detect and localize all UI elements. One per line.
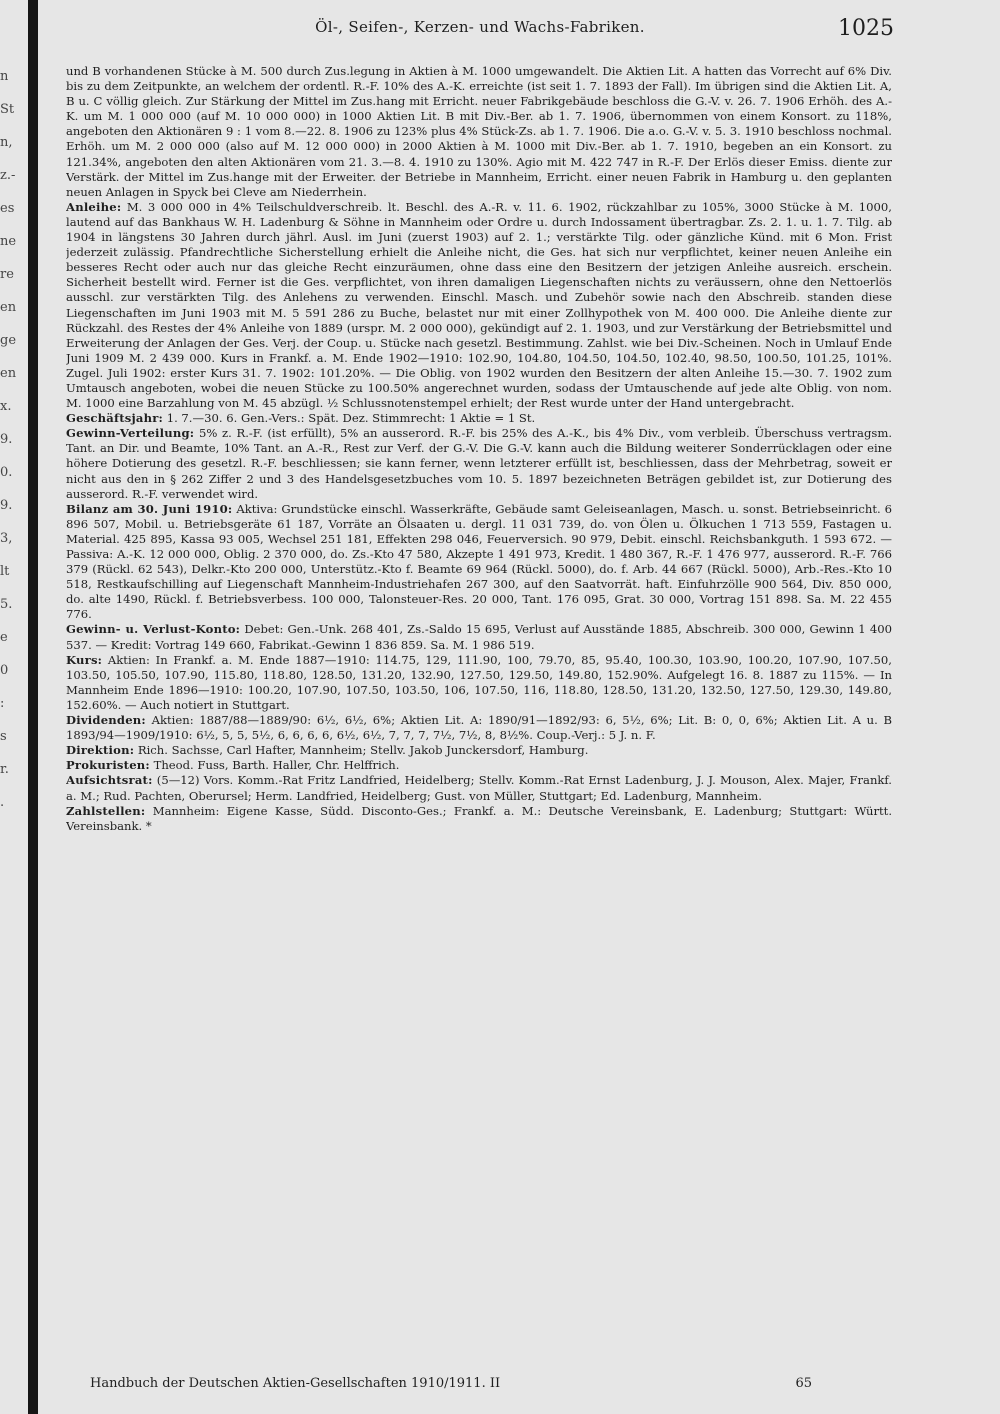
- margin-fragment: s: [0, 729, 7, 744]
- paragraph-text: 5% z. R.-F. (ist erfüllt), 5% an ausserord. R.-F. bis 25% des A.-K., bis 4% Div., vom verbleib. Überschuss vertragsm. Tant. an Dir. und Beamte, 10% Tant. an A.-R., Rest zur Verf. der G.-V. Die G.-V. kann auch die Bildung weiterer Sonderrücklagen oder eine höhere Dotierung des gesetzl. R.-F. beschliessen; sie kann ferner, wenn letzterer erfüllt ist, beschliessen, dass der Mehrbetrag, soweit er nicht aus den in § 262 Ziffer 2 und 3 des Handelsgesetzbuches vom 10. 5. 1897 bezeichneten Beträgen gebildet ist, zur Dotierung des ausserord. R.-F. verwendet wird.: [66, 426, 892, 501]
- margin-fragment: en: [0, 300, 17, 315]
- paragraph-text: M. 3 000 000 in 4% Teilschuldverschreib. lt. Beschl. des A.-R. v. 11. 6. 1902, rückzahlbar zu 105%, 3000 Stücke à M. 1000, lautend auf das Bankhaus W. H. Ladenburg & Söhne in Mannheim oder Ordre u. durch Indossament übertragbar. Zs. 2. 1. u. 1. 7. Tilg. ab 1904 in längstens 30 Jahren durch jährl. Ausl. im Juni (zuerst 1903) auf 2. 1.; verstärkte Tilg. oder gänzliche Künd. mit 6 Mon. Frist jederzeit zulässig. Pfandrechtliche Sicherstellung erhielt die Anleihe nicht, die Ges. hat sich nur verpflichtet, keiner neuen Anleihe ein besseres Recht oder auch nur das gleiche Recht einzuräumen, ohne dass eine den Besitzern der jetzigen Anleihe ausreich. erschein. Sicherheit bestellt wird. Ferner ist die Ges. verpflichtet, von ihren damaligen Liegenschaften nichts zu veräussern, ohne den Nettoerlös ausschl. zur verstärkten Tilg. des Anlehens zu verwenden. Einschl. Masch. und Zubehör sowie nach den Abschreib. standen diese Liegenschaften im Juni 1903 mit M. 5 591 286 zu Buche, belastet nur mit einer Zollhypothek von M. 400 000. Die Anleihe diente zur Rückzahl. des Restes der 4% Anleihe von 1889 (urspr. M. 2 000 000), gekündigt auf 2. 1. 1903, und zur Verstärkung der Betriebsmittel und Erweiterung der Anlagen der Ges. Verj. der Coup. u. Stücke nach gesetzl. Bestimmung. Zahlst. wie bei Div.-Scheinen. Noch in Umlauf Ende Juni 1909 M. 2 439 000. Kurs in Frankf. a. M. Ende 1902—1910: 102.90, 104.80, 104.50, 104.50, 102.40, 98.50, 100.50, 101.25, 101%. Zugel. Juli 1902: erster Kurs 31. 7. 1902: 101.20%. — Die Oblig. von 1902 wurden den Besitzern der alten Anleihe 15.—30. 7. 1902 zum Umtausch angeboten, wobei die neuen Stücke zu 100.50% angerechnet wurden, sodass der Umtauschende auf jede alte Oblig. von nom. M. 1000 eine Barzahlung von M. 45 abzügl. ½ Schlussnotenstempel erhielt; der Rest wurde unter der Hand untergebracht.: [66, 199, 892, 411]
- margin-fragment: .: [0, 795, 5, 810]
- paragraph: [66, 653, 892, 713]
- paragraph-label: Gewinn-Verteilung:: [66, 426, 195, 441]
- margin-fragment: 9.: [0, 432, 13, 447]
- paragraph-text: (5—12) Vors. Komm.-Rat Fritz Landfried, Heidelberg; Stellv. Komm.-Rat Ernst Ladenburg, J. J. Mouson, Alex. Majer, Frankf. a. M.; Rud. Pachten, Oberursel; Herm. Landfried, Heidelberg; Gust. von Müller, Stuttgart; Ed. Ladenburg, Mannheim.: [66, 773, 892, 803]
- paragraph: [66, 622, 892, 652]
- paragraph-text: Debet: Gen.-Unk. 268 401, Zs.-Saldo 15 695, Verlust auf Ausstände 1885, Abschreib. 300 000, Gewinn 1 400 537. — Kredit: Vortrag 149 660, Fabrikat.-Gewinn 1 836 859. Sa. M. 1 986 519.: [66, 622, 892, 652]
- paragraph-label: Kurs:: [66, 652, 103, 667]
- paragraph-label: Zahlstellen:: [66, 803, 146, 818]
- paragraph-text: und B vorhandenen Stücke à M. 500 durch Zus.legung in Aktien à M. 1000 umgewandelt. Die Aktien Lit. A hatten das Vorrecht auf 6% Div. bis zu dem Zeitpunkte, an welchem der ordentl. R.-F. 10% des A.-K. erreichte (ist seit 1. 7. 1893 der Fall). Im übrigen sind die Aktien Lit. A, B u. C völlig gleich. Zur Stärkung der Mittel im Zus.hang mit Erricht. neuer Fabrikgebäude beschloss die G.-V. v. 26. 7. 1906 Erhöh. des A.-K. um M. 1 000 000 (auf M. 10 000 000) in 1000 Aktien Lit. B mit Div.-Ber. ab 1. 7. 1906, übernommen von einem Konsort. zu 118%, angeboten den Aktionären 9 : 1 vom 8.—22. 8. 1906 zu 123% plus 4% Stück-Zs. ab 1. 7. 1906. Die a.o. G.-V. v. 5. 3. 1910 beschloss nochmal. Erhöh. um M. 2 000 000 (also auf M. 12 000 000) in 2000 Aktien à M. 1000 mit Div.-Ber. ab 1. 7. 1910, begeben an ein Konsort. zu 121.34%, angeboten den alten Aktionären vom 21. 3.—8. 4. 1910 zu 130%. Agio mit M. 422 747 in R.-F. Der Erlös dieser Emiss. diente zur Verstärk. der Mittel im Zus.hange mit der Erweiter. der Betriebe in Mannheim, Erricht. einer neuen Fabrik in Hamburg u. den geplanten neuen Anlagen in Spyck bei Cleve am Niederrhein.: [66, 64, 892, 199]
- margin-fragment: lt: [0, 564, 10, 579]
- footer-sheet-number: 65: [795, 1376, 812, 1391]
- margin-fragment: ge: [0, 333, 17, 348]
- margin-fragment: es: [0, 201, 15, 216]
- paragraph-label: Prokuristen:: [66, 758, 150, 773]
- margin-fragment: 0.: [0, 465, 13, 480]
- margin-fragment: n: [0, 69, 9, 84]
- paragraph-text: Mannheim: Eigene Kasse, Südd. Disconto-Ges.; Frankf. a. M.: Deutsche Vereinsbank, E. Ladenburg; Stuttgart: Württ. Vereinsbank. *: [66, 803, 892, 833]
- paragraph-text: 1. 7.—30. 6. Gen.-Vers.: Spät. Dez. Stimmrecht: 1 Aktie = 1 St.: [166, 411, 536, 426]
- paragraph: [66, 743, 892, 758]
- margin-fragment: ne: [0, 234, 17, 249]
- margin-fragment: z.-: [0, 168, 16, 183]
- paragraph: [66, 200, 892, 411]
- page-header: [66, 18, 894, 48]
- paragraph-text: Aktien: In Frankf. a. M. Ende 1887—1910: 114.75, 129, 111.90, 100, 79.70, 85, 95.40, 100.30, 103.90, 100.20, 107.90, 107.50, 103.50, 105.50, 107.90, 115.80, 118.80, 128.50, 131.20, 132.90, 127.50, 129.50, 149.80, 152.90%. Aufgelegt 16. 8. 1887 zu 115%. — In Mannheim Ende 1896—1910: 100.20, 107.90, 107.50, 103.50, 106, 107.50, 116, 118.80, 128.50, 131.20, 132.50, 127.50, 129.30, 149.80, 152.60%. — Auch notiert in Stuttgart.: [66, 652, 892, 712]
- paragraph-label: Dividenden:: [66, 713, 146, 728]
- paragraph: [66, 713, 892, 743]
- paragraph-label: Direktion:: [66, 743, 135, 758]
- paragraph-label: Anleihe:: [66, 199, 122, 214]
- margin-fragment: x.: [0, 399, 12, 414]
- book-spine: [28, 0, 38, 1414]
- footer-source: Handbuch der Deutschen Aktien-Gesellschaften 1910/1911. II: [90, 1376, 501, 1391]
- margin-fragment: :: [0, 696, 5, 711]
- margin-fragment: en: [0, 366, 17, 381]
- page-footer: [66, 1376, 892, 1400]
- paragraph: [66, 411, 892, 426]
- paragraph-label: Gewinn- u. Verlust-Konto:: [66, 622, 241, 637]
- margin-fragment: n,: [0, 135, 13, 150]
- paragraph: [66, 804, 892, 834]
- margin-fragment: St: [0, 102, 15, 117]
- margin-fragment: 9.: [0, 498, 13, 513]
- paragraph-text: Theod. Fuss, Barth. Haller, Chr. Helffrich.: [153, 758, 400, 773]
- paragraph: [66, 502, 892, 623]
- margin-fragment: r.: [0, 762, 9, 777]
- margin-fragment: 3,: [0, 531, 13, 546]
- paragraph-text: Rich. Sachsse, Carl Hafter, Mannheim; Stellv. Jakob Junckersdorf, Hamburg.: [137, 743, 589, 758]
- paragraph: [66, 758, 892, 773]
- paragraph-label: Aufsichtsrat:: [66, 773, 153, 788]
- paragraph: [66, 773, 892, 803]
- page-title: Öl-, Seifen-, Kerzen- und Wachs-Fabriken.: [315, 18, 645, 36]
- paragraph: [66, 426, 892, 501]
- margin-fragment: re: [0, 267, 14, 282]
- paragraph-text: Aktien: 1887/88—1889/90: 6½, 6½, 6%; Aktien Lit. A: 1890/91—1892/93: 6, 5½, 6%; Lit. B: 0, 0, 6%; Aktien Lit. A u. B 1893/94—1909/1910: 6½, 5, 5, 5½, 6, 6, 6, 6, 6½, 6½, 7, 7, 7, 7½, 7½, 8, 8½%. Coup.-Verj.: 5 J. n. F.: [66, 713, 892, 743]
- page-number: 1025: [838, 16, 894, 41]
- margin-fragment: 5.: [0, 597, 13, 612]
- article-body: [66, 64, 892, 1354]
- paragraph: [66, 64, 892, 200]
- margin-fragment: 0: [0, 663, 9, 678]
- paragraph-label: Geschäftsjahr:: [66, 411, 163, 426]
- paragraph-label: Bilanz am 30. Juni 1910:: [66, 501, 233, 516]
- paragraph-text: Aktiva: Grundstücke einschl. Wasserkräfte, Gebäude samt Geleiseanlagen, Masch. u. sonst. Betriebseinricht. 6 896 507, Mobil. u. Betriebsgeräte 61 187, Vorräte an Ölsaaten u. dergl. 11 031 739, do. von Ölen u. Ölkuchen 1 713 559, Fastagen u. Material. 425 895, Kassa 93 005, Wechsel 251 181, Effekten 298 046, Feuerversich. 90 979, Debit. einschl. Reichsbankguth. 1 593 672. — Passiva: A.-K. 12 000 000, Oblig. 2 370 000, do. Zs.-Kto 47 580, Akzepte 1 491 973, Kredit. 1 480 367, R.-F. 1 476 977, ausserord. R.-F. 766 379 (Rückl. 62 543), Delkr.-Kto 200 000, Unterstütz.-Kto f. Beamte 69 964 (Rückl. 5000), do. f. Arb. 44 667 (Rückl. 5000), Arb.-Res.-Kto 10 518, Restkaufschilling auf Liegenschaft Mannheim-Industriehafen 267 300, auf den Saatvorrät. haft. Einfuhrzölle 900 564, Div. 850 000, do. alte 1490, Rückl. f. Betriebsverbess. 100 000, Talonsteuer-Res. 20 000, Tant. 176 095, Grat. 30 000, Vortrag 151 898. Sa. M. 22 455 776.: [66, 501, 892, 622]
- margin-fragments: [0, 60, 26, 819]
- margin-fragment: e: [0, 630, 8, 645]
